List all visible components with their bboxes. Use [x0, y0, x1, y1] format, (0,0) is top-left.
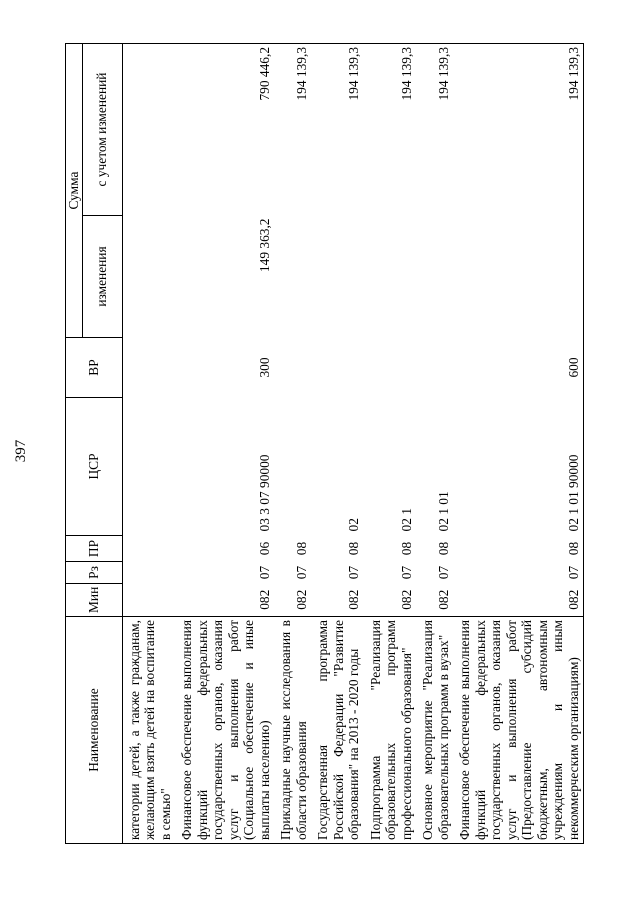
row-total: 194 139,3: [311, 43, 364, 215]
table-row: [364, 43, 417, 843]
row-name: Финансовое обеспечение выполнения функций федеральных государственных органов, оказания услуг и выполнения работ (Социальное обеспечение и иные выплаты населению): [175, 617, 274, 844]
row-pr: 08: [293, 541, 309, 556]
row-csr: [274, 398, 311, 536]
row-min: 082: [346, 589, 361, 610]
row-pr: 06: [256, 541, 272, 556]
row-change: 149 363,2: [256, 218, 272, 273]
row-csr: 03 3 07 90000: [256, 454, 272, 532]
row-vr: [311, 338, 364, 398]
col-header-sum: Сумма: [66, 43, 83, 337]
row-rz: 07: [435, 565, 451, 580]
row-csr: 02 1 01 90000: [453, 398, 584, 536]
budget-table: [65, 43, 584, 844]
row-name: Подпрограмма "Реализация образовательных программ профессионального образования": [364, 617, 417, 844]
row-change: [364, 216, 417, 338]
row-pr: 08: [346, 541, 361, 556]
row-total: 790 446,2: [175, 43, 274, 215]
row-change: [122, 216, 175, 338]
col-header-name: Наименование: [66, 617, 123, 844]
col-header-with-changes: с учетом изменений: [82, 43, 122, 215]
row-total: 194 139,3: [274, 43, 311, 215]
col-header-rz: Рз: [66, 562, 123, 584]
table-body: [122, 43, 584, 843]
table-header: [66, 43, 123, 843]
row-name: Основное мероприятие "Реализация образовательных программ в вузах": [416, 617, 453, 844]
row-min: 082: [398, 589, 414, 610]
row-rz: [122, 562, 175, 584]
row-vr: [274, 338, 311, 398]
table-row: [311, 43, 364, 843]
col-header-csr: ЦСР: [66, 398, 123, 536]
row-change: [453, 216, 584, 338]
row-vr: 300: [256, 357, 272, 378]
row-rz: 07: [256, 565, 272, 580]
row-min: 082: [293, 589, 309, 610]
row-rz: 07: [346, 565, 361, 580]
row-min: 082: [453, 584, 584, 617]
col-header-pr: ПР: [66, 536, 123, 562]
row-total: [122, 43, 175, 215]
row-rz: 07: [398, 565, 414, 580]
row-name: Прикладные научные исследования в области образования: [274, 617, 311, 844]
row-csr: 02: [346, 518, 361, 532]
row-csr: 02 1 01: [435, 491, 451, 532]
row-change: [274, 216, 311, 338]
row-csr: [122, 398, 175, 536]
row-change: [416, 216, 453, 338]
table-row: [453, 43, 584, 843]
row-pr: [122, 536, 175, 562]
table-row: [274, 43, 311, 843]
row-rz: 07: [293, 565, 309, 580]
row-total: 194 139,3: [453, 43, 584, 215]
col-header-min: Мин: [66, 584, 123, 617]
table-row: [175, 43, 274, 843]
table-row: [122, 43, 175, 843]
row-pr: 08: [453, 536, 584, 562]
row-name: Финансовое обеспечение выполнения функций федеральных государственных органов, оказания услуг и выполнения работ (Предоставление субсидий бюджетным, автономным учреждениям и иным некоммерческим организациям): [453, 617, 584, 844]
row-vr: [416, 338, 453, 398]
row-csr: 02 1: [398, 508, 414, 532]
col-header-vr: ВР: [66, 338, 123, 398]
table-row: [416, 43, 453, 843]
page-number: 397: [13, 439, 29, 463]
row-total: 194 139,3: [364, 43, 417, 215]
rotated-page: [65, 44, 608, 844]
row-min: 082: [256, 589, 272, 610]
row-name: Государственная программа Российской Федерации "Развитие образования" на 2013 - 2020 годы: [311, 617, 364, 844]
row-pr: 08: [435, 541, 451, 556]
row-total: 194 139,3: [416, 43, 453, 215]
row-vr: 600: [453, 338, 584, 398]
row-change: [311, 216, 364, 338]
row-min: [122, 584, 175, 617]
row-rz: 07: [453, 562, 584, 584]
row-name: категории детей, а также гражданам, желающим взять детей на воспитание в семью": [122, 617, 175, 844]
col-header-changes: изменения: [82, 216, 122, 338]
row-vr: [364, 338, 417, 398]
row-vr: [122, 338, 175, 398]
row-min: 082: [435, 589, 451, 610]
row-pr: 08: [398, 541, 414, 556]
